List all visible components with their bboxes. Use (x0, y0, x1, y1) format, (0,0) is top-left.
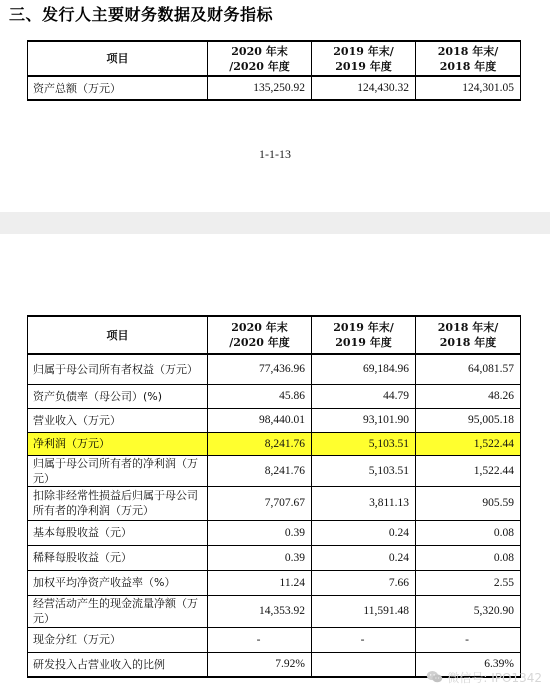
value-2020: 45.86 (208, 384, 312, 408)
header-2019: 2019 年末/ 2019 年度 (312, 316, 416, 354)
table-row (28, 354, 521, 384)
table-header-row (28, 316, 521, 354)
value-2019: 69,184.96 (312, 354, 416, 384)
table-row (28, 545, 521, 570)
table-row (28, 455, 521, 486)
value-2020: 98,440.01 (208, 408, 312, 432)
value-2018: - (416, 627, 521, 652)
row-label: 归属于母公司所有者权益（万元） (28, 354, 208, 384)
value-2018: 0.08 (416, 545, 521, 570)
watermark-text: 微信号: IPO1342 (447, 670, 542, 685)
value-2019 (312, 652, 416, 677)
header-2019: 2019 年末/ 2019 年度 (312, 41, 416, 76)
value-2018: 5,320.90 (416, 595, 521, 627)
table-row (28, 384, 521, 408)
wechat-watermark (426, 668, 542, 686)
value-2020: 77,436.96 (208, 354, 312, 384)
table-row (28, 76, 521, 100)
value-2019: 44.79 (312, 384, 416, 408)
value-2020: 7,707.67 (208, 486, 312, 520)
table-row-highlighted (28, 432, 521, 455)
value-2018: 905.59 (416, 486, 521, 520)
row-label: 资产总额（万元） (28, 76, 208, 100)
value-2020: - (208, 627, 312, 652)
value-2018: 2.55 (416, 570, 521, 595)
header-2020: 2020 年末 /2020 年度 (208, 41, 312, 76)
value-2019: 7.66 (312, 570, 416, 595)
value-2020: 14,353.92 (208, 595, 312, 627)
value-2018: 124,301.05 (416, 76, 521, 100)
value-2020: 8,241.76 (208, 432, 312, 455)
page-separator (0, 212, 550, 234)
financial-table-top (27, 40, 521, 101)
value-2018: 1,522.44 (416, 455, 521, 486)
value-2020: 11.24 (208, 570, 312, 595)
value-2019: 5,103.51 (312, 455, 416, 486)
value-2019: - (312, 627, 416, 652)
value-2019: 0.24 (312, 545, 416, 570)
table-row (28, 570, 521, 595)
row-label: 扣除非经常性损益后归属于母公司所有者的净利润（万元） (28, 486, 208, 520)
wechat-icon (426, 670, 443, 684)
value-2019: 3,811.13 (312, 486, 416, 520)
header-2018: 2018 年末/ 2018 年度 (416, 41, 521, 76)
table-row (28, 520, 521, 545)
value-2019: 0.24 (312, 520, 416, 545)
value-2019: 11,591.48 (312, 595, 416, 627)
table-row (28, 486, 521, 520)
row-label: 净利润（万元） (28, 432, 208, 455)
header-2020: 2020 年末 /2020 年度 (208, 316, 312, 354)
table-header-row (28, 41, 521, 76)
value-2020: 0.39 (208, 545, 312, 570)
row-label: 加权平均净资产收益率（%） (28, 570, 208, 595)
value-2020: 8,241.76 (208, 455, 312, 486)
value-2020: 0.39 (208, 520, 312, 545)
row-label: 归属于母公司所有者的净利润（万元） (28, 455, 208, 486)
header-item: 项目 (28, 41, 208, 76)
value-2018: 1,522.44 (416, 432, 521, 455)
page-number: 1-1-13 (259, 147, 291, 161)
row-label: 基本每股收益（元） (28, 520, 208, 545)
row-label: 经营活动产生的现金流量净额（万元） (28, 595, 208, 627)
header-item: 项目 (28, 316, 208, 354)
table-row (28, 627, 521, 652)
value-2020: 7.92% (208, 652, 312, 677)
row-label: 研发投入占营业收入的比例 (28, 652, 208, 677)
row-label: 稀释每股收益（元） (28, 545, 208, 570)
page-upper (0, 0, 550, 212)
header-2018: 2018 年末/ 2018 年度 (416, 316, 521, 354)
table-row (28, 595, 521, 627)
value-2018: 64,081.57 (416, 354, 521, 384)
value-2019: 5,103.51 (312, 432, 416, 455)
value-2019: 124,430.32 (312, 76, 416, 100)
value-2018: 6.39% (416, 652, 521, 677)
value-2019: 93,101.90 (312, 408, 416, 432)
value-2018: 0.08 (416, 520, 521, 545)
row-label: 营业收入（万元） (28, 408, 208, 432)
section-title: 三、发行人主要财务数据及财务指标 (9, 5, 274, 24)
financial-table-main (27, 315, 521, 678)
row-label: 资产负债率（母公司）(%) (28, 384, 208, 408)
row-label: 现金分红（万元） (28, 627, 208, 652)
value-2020: 135,250.92 (208, 76, 312, 100)
value-2018: 48.26 (416, 384, 521, 408)
table-row (28, 408, 521, 432)
value-2018: 95,005.18 (416, 408, 521, 432)
